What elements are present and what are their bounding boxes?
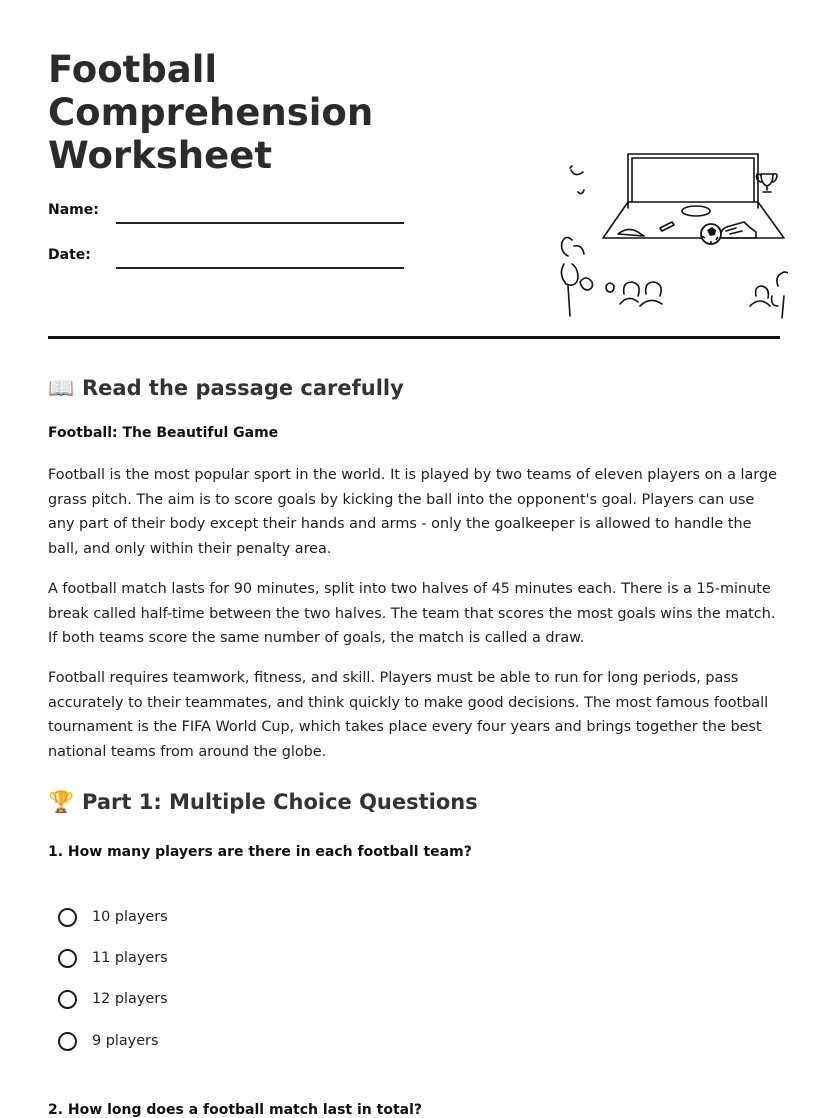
part1-heading: 🏆 Part 1: Multiple Choice Questions: [48, 790, 478, 814]
name-field[interactable]: [116, 222, 404, 224]
option-label: 10 players: [92, 909, 168, 925]
radio-button[interactable]: [58, 990, 77, 1009]
date-field[interactable]: [116, 267, 404, 269]
question-1-option-d[interactable]: [58, 1028, 158, 1054]
question-1: 1. How many players are there in each football team?: [48, 844, 472, 860]
passage-title: Football: The Beautiful Game: [48, 425, 279, 441]
option-label: 12 players: [92, 991, 168, 1007]
option-label: 9 players: [92, 1033, 159, 1049]
question-2: 2. How long does a football match last in total?: [48, 1102, 423, 1118]
open-book-icon: 📖: [48, 376, 75, 400]
radio-button[interactable]: [58, 949, 77, 968]
option-label: 11 players: [92, 950, 168, 966]
date-label: Date:: [48, 247, 91, 263]
question-1-option-a[interactable]: [58, 904, 168, 930]
radio-button[interactable]: [58, 1032, 77, 1051]
radio-button[interactable]: [58, 908, 77, 927]
name-label: Name:: [48, 202, 99, 218]
reading-heading: 📖 Read the passage carefully: [48, 376, 404, 400]
question-1-option-c[interactable]: [58, 986, 168, 1012]
worksheet-title: Football Comprehension Worksheet: [48, 48, 374, 177]
passage-paragraph-2: A football match lasts for 90 minutes, split into two halves of 45 minutes each. There is a 15-minute break called half-time between the two halves. The team that scores the most goals wins the match. If both teams score the same number of goals, the match is called a draw.: [48, 581, 776, 647]
football-stadium-illustration: [508, 146, 788, 324]
header-divider: [48, 336, 780, 339]
passage-paragraph-1: Football is the most popular sport in the world. It is played by two teams of eleven players on a large grass pitch. The aim is to score goals by kicking the ball into the opponent's goal. Players can use any part of their body except their hands and arms - only the goalkeeper is allowed to handle the ball, and only within their penalty area.: [48, 467, 777, 557]
question-1-option-b[interactable]: [58, 945, 168, 971]
passage-paragraph-3: Football requires teamwork, fitness, and skill. Players must be able to run for long periods, pass accurately to their teammates, and think quickly to make good decisions. The most famous football tournament is the FIFA World Cup, which takes place every four years and brings together the best national teams from around the globe.: [48, 670, 769, 760]
trophy-icon: 🏆: [48, 790, 75, 814]
